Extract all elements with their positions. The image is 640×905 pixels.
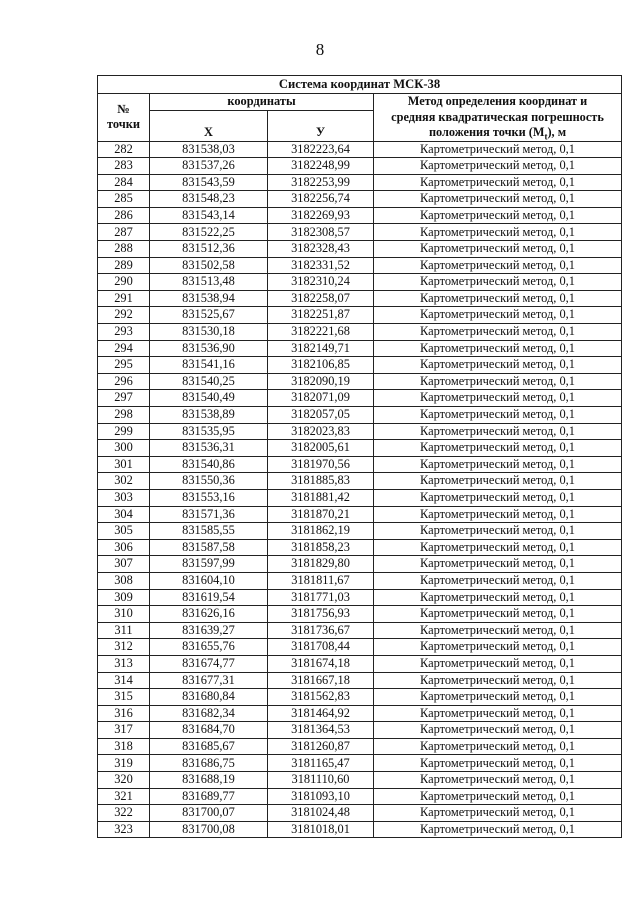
point-number-cell: 304 bbox=[98, 506, 150, 523]
point-number-cell: 291 bbox=[98, 290, 150, 307]
y-coordinate-cell: 3181364,53 bbox=[268, 722, 374, 739]
point-number-cell: 292 bbox=[98, 307, 150, 324]
table-row bbox=[98, 257, 622, 274]
coordinate-system-title: Система координат МСК-38 bbox=[98, 76, 622, 94]
point-number-cell: 285 bbox=[98, 191, 150, 208]
y-coordinate-cell: 3182310,24 bbox=[268, 274, 374, 291]
table-row bbox=[98, 738, 622, 755]
method-cell: Картометрический метод, 0,1 bbox=[374, 722, 622, 739]
method-cell: Картометрический метод, 0,1 bbox=[374, 606, 622, 623]
y-coordinate-cell: 3181667,18 bbox=[268, 672, 374, 689]
x-coordinate-cell: 831655,76 bbox=[150, 639, 268, 656]
method-cell: Картометрический метод, 0,1 bbox=[374, 324, 622, 341]
point-number-cell: 319 bbox=[98, 755, 150, 772]
method-cell: Картометрический метод, 0,1 bbox=[374, 755, 622, 772]
x-coordinate-cell: 831540,49 bbox=[150, 390, 268, 407]
x-coordinate-cell: 831548,23 bbox=[150, 191, 268, 208]
y-coordinate-cell: 3181870,21 bbox=[268, 506, 374, 523]
table-row bbox=[98, 805, 622, 822]
x-coordinate-cell: 831689,77 bbox=[150, 788, 268, 805]
x-coordinate-cell: 831502,58 bbox=[150, 257, 268, 274]
table-row bbox=[98, 241, 622, 258]
table-row bbox=[98, 705, 622, 722]
x-coordinate-cell: 831538,94 bbox=[150, 290, 268, 307]
point-number-cell: 293 bbox=[98, 324, 150, 341]
method-cell: Картометрический метод, 0,1 bbox=[374, 523, 622, 540]
y-coordinate-cell: 3182221,68 bbox=[268, 324, 374, 341]
point-number-cell: 323 bbox=[98, 821, 150, 838]
point-number-cell: 315 bbox=[98, 689, 150, 706]
point-number-cell: 299 bbox=[98, 423, 150, 440]
table-row bbox=[98, 523, 622, 540]
x-coordinate-cell: 831553,16 bbox=[150, 489, 268, 506]
x-coordinate-cell: 831538,03 bbox=[150, 141, 268, 158]
y-coordinate-cell: 3181110,60 bbox=[268, 772, 374, 789]
point-number-cell: 318 bbox=[98, 738, 150, 755]
method-cell: Картометрический метод, 0,1 bbox=[374, 489, 622, 506]
method-cell: Картометрический метод, 0,1 bbox=[374, 440, 622, 457]
point-number-cell: 316 bbox=[98, 705, 150, 722]
table-row bbox=[98, 689, 622, 706]
coordinates-group-header: координаты bbox=[150, 94, 374, 111]
table-row bbox=[98, 158, 622, 175]
method-cell: Картометрический метод, 0,1 bbox=[374, 622, 622, 639]
method-cell: Картометрический метод, 0,1 bbox=[374, 158, 622, 175]
table-row bbox=[98, 407, 622, 424]
point-number-cell: 294 bbox=[98, 340, 150, 357]
y-coordinate-cell: 3181811,67 bbox=[268, 572, 374, 589]
point-number-cell: 303 bbox=[98, 489, 150, 506]
point-number-cell: 288 bbox=[98, 241, 150, 258]
y-coordinate-cell: 3181858,23 bbox=[268, 539, 374, 556]
table-row bbox=[98, 373, 622, 390]
y-coordinate-cell: 3181862,19 bbox=[268, 523, 374, 540]
method-cell: Картометрический метод, 0,1 bbox=[374, 274, 622, 291]
y-coordinate-cell: 3182328,43 bbox=[268, 241, 374, 258]
y-coordinate-cell: 3182023,83 bbox=[268, 423, 374, 440]
table-row bbox=[98, 274, 622, 291]
y-coordinate-cell: 3181771,03 bbox=[268, 589, 374, 606]
y-coordinate-cell: 3181829,80 bbox=[268, 556, 374, 573]
point-number-cell: 297 bbox=[98, 390, 150, 407]
y-coordinate-cell: 3181674,18 bbox=[268, 655, 374, 672]
table-row bbox=[98, 672, 622, 689]
x-coordinate-cell: 831626,16 bbox=[150, 606, 268, 623]
y-coordinate-cell: 3182057,05 bbox=[268, 407, 374, 424]
point-number-cell: 283 bbox=[98, 158, 150, 175]
point-number-cell: 322 bbox=[98, 805, 150, 822]
method-cell: Картометрический метод, 0,1 bbox=[374, 423, 622, 440]
x-coordinate-cell: 831543,59 bbox=[150, 174, 268, 191]
method-cell: Картометрический метод, 0,1 bbox=[374, 772, 622, 789]
x-coordinate-cell: 831571,36 bbox=[150, 506, 268, 523]
x-coordinate-cell: 831688,19 bbox=[150, 772, 268, 789]
y-coordinate-cell: 3181165,47 bbox=[268, 755, 374, 772]
method-cell: Картометрический метод, 0,1 bbox=[374, 357, 622, 374]
method-cell: Картометрический метод, 0,1 bbox=[374, 572, 622, 589]
method-cell: Картометрический метод, 0,1 bbox=[374, 689, 622, 706]
table-row bbox=[98, 639, 622, 656]
table-row bbox=[98, 307, 622, 324]
table-row bbox=[98, 539, 622, 556]
point-number-cell: 287 bbox=[98, 224, 150, 241]
method-cell: Картометрический метод, 0,1 bbox=[374, 307, 622, 324]
x-coordinate-cell: 831536,90 bbox=[150, 340, 268, 357]
table-row bbox=[98, 290, 622, 307]
method-cell: Картометрический метод, 0,1 bbox=[374, 589, 622, 606]
x-coordinate-cell: 831538,89 bbox=[150, 407, 268, 424]
table-row bbox=[98, 456, 622, 473]
method-header-line1: Метод определения координат и bbox=[407, 94, 588, 108]
method-cell: Картометрический метод, 0,1 bbox=[374, 539, 622, 556]
table-row bbox=[98, 722, 622, 739]
x-coordinate-cell: 831513,48 bbox=[150, 274, 268, 291]
y-coordinate-cell: 3182149,71 bbox=[268, 340, 374, 357]
method-cell: Картометрический метод, 0,1 bbox=[374, 224, 622, 241]
point-number-cell: 309 bbox=[98, 589, 150, 606]
method-cell: Картометрический метод, 0,1 bbox=[374, 705, 622, 722]
y-coordinate-cell: 3182253,99 bbox=[268, 174, 374, 191]
y-coordinate-cell: 3182005,61 bbox=[268, 440, 374, 457]
page-number: 8 bbox=[315, 40, 325, 59]
table-body bbox=[98, 141, 622, 838]
point-number-cell: 286 bbox=[98, 207, 150, 224]
method-cell: Картометрический метод, 0,1 bbox=[374, 788, 622, 805]
table-row bbox=[98, 556, 622, 573]
method-cell: Картометрический метод, 0,1 bbox=[374, 506, 622, 523]
point-number-cell: 313 bbox=[98, 655, 150, 672]
y-coordinate-cell: 3181970,56 bbox=[268, 456, 374, 473]
y-coordinate-cell: 3182106,85 bbox=[268, 357, 374, 374]
table-row bbox=[98, 622, 622, 639]
y-coordinate-cell: 3182308,57 bbox=[268, 224, 374, 241]
y-coordinate-cell: 3181018,01 bbox=[268, 821, 374, 838]
point-number-cell: 311 bbox=[98, 622, 150, 639]
x-coordinate-cell: 831525,67 bbox=[150, 307, 268, 324]
x-coordinate-cell: 831674,77 bbox=[150, 655, 268, 672]
x-coordinate-cell: 831619,54 bbox=[150, 589, 268, 606]
x-coordinate-cell: 831685,67 bbox=[150, 738, 268, 755]
point-number-cell: 290 bbox=[98, 274, 150, 291]
x-coordinate-cell: 831543,14 bbox=[150, 207, 268, 224]
method-header-line3-text: положения точки (M bbox=[428, 125, 545, 139]
method-cell: Картометрический метод, 0,1 bbox=[374, 456, 622, 473]
table-row bbox=[98, 589, 622, 606]
method-cell: Картометрический метод, 0,1 bbox=[374, 738, 622, 755]
x-coordinate-cell: 831530,18 bbox=[150, 324, 268, 341]
y-coordinate-cell: 3182269,93 bbox=[268, 207, 374, 224]
x-coordinate-cell: 831550,36 bbox=[150, 473, 268, 490]
point-number-cell: 295 bbox=[98, 357, 150, 374]
y-coordinate-cell: 3181881,42 bbox=[268, 489, 374, 506]
table-row bbox=[98, 224, 622, 241]
coordinates-table bbox=[97, 75, 622, 838]
method-header bbox=[374, 94, 622, 142]
point-number-cell: 307 bbox=[98, 556, 150, 573]
x-coordinate-cell: 831540,86 bbox=[150, 456, 268, 473]
point-number-header bbox=[98, 94, 150, 142]
method-cell: Картометрический метод, 0,1 bbox=[374, 373, 622, 390]
point-number-cell: 289 bbox=[98, 257, 150, 274]
x-coordinate-cell: 831686,75 bbox=[150, 755, 268, 772]
y-coordinate-cell: 3181756,93 bbox=[268, 606, 374, 623]
method-header-line3-end: ), м bbox=[547, 125, 567, 139]
method-header-line3 bbox=[429, 125, 566, 139]
table-row bbox=[98, 390, 622, 407]
point-number-cell: 298 bbox=[98, 407, 150, 424]
y-coordinate-cell: 3182331,52 bbox=[268, 257, 374, 274]
x-coordinate-cell: 831700,08 bbox=[150, 821, 268, 838]
method-cell: Картометрический метод, 0,1 bbox=[374, 141, 622, 158]
y-coordinate-cell: 3182256,74 bbox=[268, 191, 374, 208]
x-coordinate-cell: 831597,99 bbox=[150, 556, 268, 573]
y-coordinate-cell: 3181736,67 bbox=[268, 622, 374, 639]
y-coordinate-cell: 3181024,48 bbox=[268, 805, 374, 822]
method-cell: Картометрический метод, 0,1 bbox=[374, 390, 622, 407]
table-row bbox=[98, 506, 622, 523]
table-row bbox=[98, 340, 622, 357]
x-coordinate-cell: 831585,55 bbox=[150, 523, 268, 540]
method-cell: Картометрический метод, 0,1 bbox=[374, 174, 622, 191]
x-coordinate-cell: 831522,25 bbox=[150, 224, 268, 241]
x-coordinate-cell: 831682,34 bbox=[150, 705, 268, 722]
y-coordinate-cell: 3181260,87 bbox=[268, 738, 374, 755]
y-coordinate-cell: 3182251,87 bbox=[268, 307, 374, 324]
point-number-cell: 312 bbox=[98, 639, 150, 656]
point-number-cell: 314 bbox=[98, 672, 150, 689]
method-cell: Картометрический метод, 0,1 bbox=[374, 821, 622, 838]
point-number-cell: 284 bbox=[98, 174, 150, 191]
point-number-cell: 302 bbox=[98, 473, 150, 490]
y-header: У bbox=[268, 110, 374, 141]
x-coordinate-cell: 831535,95 bbox=[150, 423, 268, 440]
table-row bbox=[98, 141, 622, 158]
point-number-symbol: № bbox=[117, 101, 130, 116]
x-header: X bbox=[150, 110, 268, 141]
point-number-cell: 321 bbox=[98, 788, 150, 805]
table-row bbox=[98, 655, 622, 672]
table-row bbox=[98, 821, 622, 838]
table-row bbox=[98, 572, 622, 589]
method-cell: Картометрический метод, 0,1 bbox=[374, 257, 622, 274]
x-coordinate-cell: 831700,07 bbox=[150, 805, 268, 822]
x-coordinate-cell: 831512,36 bbox=[150, 241, 268, 258]
x-coordinate-cell: 831680,84 bbox=[150, 689, 268, 706]
point-number-cell: 310 bbox=[98, 606, 150, 623]
table-row bbox=[98, 174, 622, 191]
method-cell: Картометрический метод, 0,1 bbox=[374, 290, 622, 307]
x-coordinate-cell: 831604,10 bbox=[150, 572, 268, 589]
point-number-cell: 308 bbox=[98, 572, 150, 589]
y-coordinate-cell: 3182248,99 bbox=[268, 158, 374, 175]
y-coordinate-cell: 3182258,07 bbox=[268, 290, 374, 307]
point-number-cell: 305 bbox=[98, 523, 150, 540]
method-cell: Картометрический метод, 0,1 bbox=[374, 639, 622, 656]
y-coordinate-cell: 3181885,83 bbox=[268, 473, 374, 490]
x-coordinate-cell: 831684,70 bbox=[150, 722, 268, 739]
table-row bbox=[98, 755, 622, 772]
method-cell: Картометрический метод, 0,1 bbox=[374, 672, 622, 689]
method-cell: Картометрический метод, 0,1 bbox=[374, 191, 622, 208]
table-row bbox=[98, 207, 622, 224]
table-row bbox=[98, 772, 622, 789]
point-number-cell: 296 bbox=[98, 373, 150, 390]
table-row bbox=[98, 191, 622, 208]
method-cell: Картометрический метод, 0,1 bbox=[374, 473, 622, 490]
method-cell: Картометрический метод, 0,1 bbox=[374, 207, 622, 224]
y-coordinate-cell: 3182223,64 bbox=[268, 141, 374, 158]
method-cell: Картометрический метод, 0,1 bbox=[374, 655, 622, 672]
y-coordinate-cell: 3181708,44 bbox=[268, 639, 374, 656]
x-coordinate-cell: 831677,31 bbox=[150, 672, 268, 689]
x-coordinate-cell: 831540,25 bbox=[150, 373, 268, 390]
y-coordinate-cell: 3182090,19 bbox=[268, 373, 374, 390]
point-number-cell: 300 bbox=[98, 440, 150, 457]
method-cell: Картометрический метод, 0,1 bbox=[374, 556, 622, 573]
table-row bbox=[98, 440, 622, 457]
table-row bbox=[98, 489, 622, 506]
point-number-cell: 282 bbox=[98, 141, 150, 158]
method-cell: Картометрический метод, 0,1 bbox=[374, 241, 622, 258]
method-cell: Картометрический метод, 0,1 bbox=[374, 340, 622, 357]
x-coordinate-cell: 831587,58 bbox=[150, 539, 268, 556]
y-coordinate-cell: 3181562,83 bbox=[268, 689, 374, 706]
x-coordinate-cell: 831536,31 bbox=[150, 440, 268, 457]
table-row bbox=[98, 324, 622, 341]
x-coordinate-cell: 831537,26 bbox=[150, 158, 268, 175]
point-number-cell: 301 bbox=[98, 456, 150, 473]
table-row bbox=[98, 606, 622, 623]
x-coordinate-cell: 831639,27 bbox=[150, 622, 268, 639]
x-coordinate-cell: 831541,16 bbox=[150, 357, 268, 374]
point-number-cell: 317 bbox=[98, 722, 150, 739]
y-coordinate-cell: 3181464,92 bbox=[268, 705, 374, 722]
table-row bbox=[98, 473, 622, 490]
y-coordinate-cell: 3181093,10 bbox=[268, 788, 374, 805]
y-coordinate-cell: 3182071,09 bbox=[268, 390, 374, 407]
point-number-cell: 306 bbox=[98, 539, 150, 556]
method-header-subscript: t bbox=[544, 131, 548, 141]
method-cell: Картометрический метод, 0,1 bbox=[374, 407, 622, 424]
point-number-cell: 320 bbox=[98, 772, 150, 789]
point-number-label: точки bbox=[106, 117, 141, 132]
table-row bbox=[98, 788, 622, 805]
method-header-line2: средняя квадратическая погрешность bbox=[391, 109, 604, 124]
table-header bbox=[98, 76, 622, 142]
table-row bbox=[98, 357, 622, 374]
method-cell: Картометрический метод, 0,1 bbox=[374, 805, 622, 822]
table-row bbox=[98, 423, 622, 440]
